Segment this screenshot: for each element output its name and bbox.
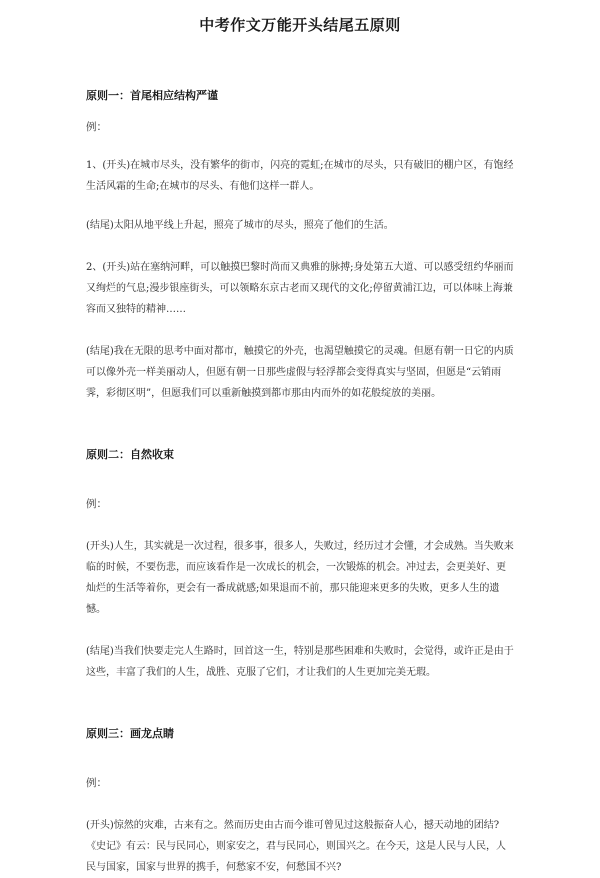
section-1-heading: 原则一：首尾相应结构严谨: [86, 89, 218, 102]
section-1-paragraph: 2、(开头)站在塞纳河畔，可以触摸巴黎时尚而又典雅的脉搏;身处第五大道、可以感受纽约华丽而又绚烂的气息;漫步银座街头，可以领略东京古老而又现代的文化;停留黄浦江边，可以体味上海兼容而又独特的精神……: [86, 262, 514, 315]
section-3-paragraph: (开头)惊然的灾难，古来有之。然而历史由古而今谁可曾见过这般振奋人心，撼天动地的团结?《史记》有云：民与民同心，则家安之，君与民同心，则国兴之。在今天，这是人民与人民，人民与国家，国家与世界的携手，何愁家不安，何愁国不兴?: [86, 820, 506, 873]
section-1-example-label: 例：: [86, 121, 107, 133]
section-1-paragraph: 1、(开头)在城市尽头，没有繁华的街市，闪亮的霓虹;在城市的尽头，只有破旧的棚户区，有饱经生活风霜的生命;在城市的尽头、有他们这样一群人。: [86, 160, 514, 192]
section-2-paragraph: (开头)人生，其实就是一次过程，很多事，很多人，失败过，经历过才会懂，才会成熟。当失败来临的时候，不要伤悲，而应该看作是一次成长的机会，一次锻炼的机会。冲过去，会更美好、更灿烂的生活等着你，更会有一番成就感;如果退而不前，那只能迎来更多的失败，更多人生的遗憾。: [86, 541, 514, 615]
section-2-paragraph: (结尾)当我们快要走完人生路时，回首这一生，特别是那些困难和失败时，会觉得，或许正是由于这些，丰富了我们的人生，战胜、克服了它们，才让我们的人生更加完美无瑕。: [86, 646, 514, 678]
section-2-heading: 原则二：自然收束: [86, 448, 174, 461]
document-title: 中考作文万能开头结尾五原则: [199, 16, 401, 34]
section-3-heading: 原则三：画龙点睛: [86, 727, 174, 740]
section-1-paragraph: (结尾)太阳从地平线上升起，照亮了城市的尽头，照亮了他们的生活。: [86, 220, 394, 231]
section-2-example-label: 例：: [86, 498, 107, 510]
section-1-paragraph: (结尾)我在无限的思考中面对都市，触摸它的外壳，也渴望触摸它的灵魂。但愿有朝一日它的内质可以像外壳一样美丽动人，但愿有朝一日那些虚假与轻浮都会变得真实与坚固，但愿是“云销雨霁，彩彻区明”，但愿我们可以重新触摸到都市那由内而外的如花般绽放的美丽。: [86, 346, 514, 399]
section-3-example-label: 例：: [86, 777, 107, 789]
